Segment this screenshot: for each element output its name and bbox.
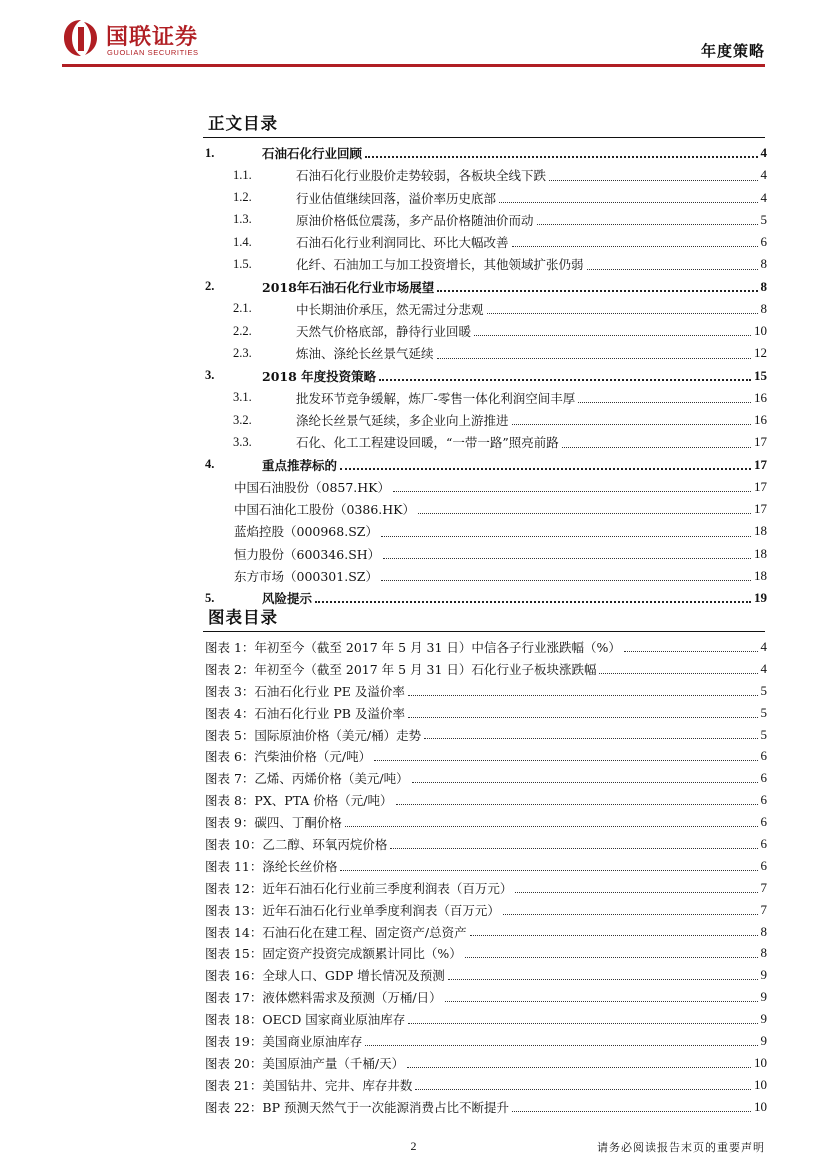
toc-entry-page: 17 [754, 478, 767, 494]
figure-entry[interactable] [203, 680, 767, 702]
figure-entry[interactable] [203, 789, 767, 811]
figure-entry-page: 10 [754, 1076, 767, 1092]
toc-entry-number: 2.2. [233, 323, 252, 338]
toc-dot-leader [562, 446, 751, 448]
toc-dot-leader [512, 245, 758, 247]
toc-entry[interactable] [203, 342, 767, 364]
toc-entry-title: 蓝焰控股（000968.SZ） [234, 524, 378, 540]
toc-dot-leader [587, 268, 758, 270]
toc-entry[interactable] [203, 520, 767, 542]
header-divider [62, 64, 765, 67]
toc-dot-leader [340, 467, 751, 470]
figure-entry-title: 图表 20：美国原油产量（千桶/天） [205, 1055, 405, 1071]
toc-dot-leader [499, 201, 757, 203]
toc-title-divider [203, 137, 765, 138]
toc-entry[interactable] [203, 498, 767, 520]
figure-entry-title: 图表 13：近年石油石化行业单季度利润表（百万元） [205, 902, 500, 918]
figure-entry-page: 6 [760, 748, 767, 764]
toc-dot-leader [474, 334, 751, 336]
figure-entry-page: 7 [760, 879, 767, 895]
figure-dot-leader [408, 694, 758, 696]
table-of-contents [203, 142, 767, 609]
toc-entry-page: 16 [754, 389, 767, 405]
toc-entry-page: 18 [754, 545, 767, 561]
figure-dot-leader [345, 825, 758, 827]
figure-entry[interactable] [203, 636, 767, 658]
toc-section-title: 正文目录 [208, 114, 278, 133]
toc-entry-title: 石油石化行业股价走势较弱，各板块全线下跌 [296, 168, 547, 184]
figure-entry-title: 图表 18：OECD 国家商业原油库存 [205, 1012, 406, 1028]
figure-entry-title: 图表 9：碳四、丁酮价格 [205, 815, 342, 831]
figure-entry-page: 7 [760, 901, 767, 917]
figure-entry[interactable] [203, 986, 767, 1008]
toc-entry[interactable] [203, 164, 767, 186]
toc-entry-page: 8 [760, 278, 767, 294]
figure-entry-page: 5 [760, 726, 767, 742]
toc-entry-number: 1.4. [233, 234, 252, 249]
figure-entry-page: 4 [760, 638, 767, 654]
figure-entry-title: 图表 16：全球人口、GDP 增长情况及预测 [205, 968, 445, 984]
toc-entry-title: 中国石油化工股份（0386.HK） [234, 502, 416, 518]
toc-entry[interactable] [203, 298, 767, 320]
toc-entry-title: 2018 年度投资策略 [262, 368, 377, 384]
toc-entry-title: 中长期油价承压，然无需过分悲观 [296, 301, 484, 317]
toc-dot-leader [578, 401, 751, 403]
figure-entry-page: 10 [754, 1054, 767, 1070]
toc-entry-title: 恒力股份（600346.SH） [234, 546, 381, 562]
toc-entry[interactable] [203, 276, 767, 298]
figure-entry-page: 9 [760, 989, 767, 1005]
toc-dot-leader [437, 357, 751, 359]
toc-entry-page: 19 [754, 590, 767, 606]
figure-entry[interactable] [203, 811, 767, 833]
toc-entry[interactable] [203, 476, 767, 498]
toc-entry-title: 2018年石油石化行业市场展望 [262, 279, 435, 295]
figure-dot-leader [412, 781, 758, 783]
figure-entry[interactable] [203, 942, 767, 964]
figure-entry[interactable] [203, 745, 767, 767]
logo-english-name: GUOLIAN SECURITIES [107, 48, 199, 57]
footer-disclaimer: 请务必阅读报告末页的重要声明 [597, 1141, 765, 1154]
toc-dot-leader [315, 600, 751, 603]
toc-dot-leader [383, 557, 751, 559]
figure-dot-leader [365, 1044, 757, 1046]
toc-entry-title: 重点推荐标的 [262, 457, 338, 473]
figure-entry-page: 6 [760, 857, 767, 873]
toc-entry-number: 1.3. [233, 212, 252, 227]
figure-entry-title: 图表 21：美国钻井、完井、库存井数 [205, 1077, 413, 1093]
figure-entry-page: 6 [760, 792, 767, 808]
toc-entry-page: 5 [760, 211, 767, 227]
toc-entry-number: 2.1. [233, 301, 252, 316]
figure-entry-page: 9 [760, 1011, 767, 1027]
figure-entry-title: 图表 1：年初至今（截至 2017 年 5 月 31 日）中信各子行业涨跌幅（%） [205, 639, 621, 655]
toc-entry-title: 炼油、涤纶长丝景气延续 [296, 346, 434, 362]
figure-entry[interactable] [203, 1008, 767, 1030]
toc-entry-number: 1.1. [233, 167, 252, 182]
figure-entry[interactable] [203, 1030, 767, 1052]
toc-entry[interactable] [203, 543, 767, 565]
figure-entry-title: 图表 8：PX、PTA 价格（元/吨） [205, 793, 393, 809]
toc-entry-page: 8 [760, 300, 767, 316]
toc-entry-title: 中国石油股份（0857.HK） [234, 479, 391, 495]
toc-entry-page: 18 [754, 523, 767, 539]
toc-dot-leader [379, 378, 751, 381]
toc-entry-page: 16 [754, 412, 767, 428]
toc-entry-title: 石油石化行业回顾 [262, 146, 363, 162]
toc-entry-page: 6 [760, 234, 767, 250]
toc-entry-page: 4 [760, 145, 767, 161]
toc-entry-page: 17 [754, 456, 767, 472]
figure-entry-page: 10 [754, 1098, 767, 1114]
figure-entry[interactable] [203, 1096, 767, 1118]
figure-dot-leader [396, 803, 758, 805]
toc-entry-number: 3. [205, 368, 215, 383]
toc-entry-number: 1.5. [233, 256, 252, 271]
toc-dot-leader [365, 155, 757, 158]
toc-entry-number: 4. [205, 457, 215, 472]
toc-entry-title: 涤纶长丝景气延续，多企业向上游推进 [296, 413, 509, 429]
toc-entry[interactable] [203, 387, 767, 409]
toc-entry[interactable] [203, 142, 767, 164]
toc-entry[interactable] [203, 365, 767, 387]
figure-dot-leader [624, 650, 758, 652]
toc-entry-page: 10 [754, 323, 767, 339]
figure-dot-leader [374, 759, 757, 761]
toc-dot-leader [393, 490, 751, 492]
toc-entry[interactable] [203, 565, 767, 587]
figure-entry-title: 图表 15：固定资产投资完成额累计同比（%） [205, 946, 462, 962]
figure-entry-page: 5 [760, 704, 767, 720]
figure-dot-leader [407, 1066, 751, 1068]
toc-entry-title: 行业估值继续回落，溢价率历史底部 [296, 190, 497, 206]
toc-dot-leader [381, 579, 751, 581]
figure-dot-leader [599, 672, 757, 674]
toc-dot-leader [549, 179, 757, 181]
figure-dot-leader [424, 737, 757, 739]
toc-entry-page: 4 [760, 167, 767, 183]
figure-entry-page: 4 [760, 660, 767, 676]
toc-entry[interactable] [203, 409, 767, 431]
toc-entry-title: 化纤、石油加工与加工投资增长，其他领域扩张仍弱 [296, 257, 584, 273]
figure-dot-leader [470, 934, 758, 936]
toc-entry[interactable] [203, 231, 767, 253]
toc-entry-number: 1. [205, 145, 215, 160]
toc-dot-leader [437, 289, 757, 292]
figures-title-divider [203, 631, 765, 632]
figure-dot-leader [415, 1088, 751, 1090]
toc-entry[interactable] [203, 187, 767, 209]
figure-entry-title: 图表 7：乙烯、丙烯价格（美元/吨） [205, 771, 409, 787]
page-header [0, 0, 827, 70]
toc-entry-page: 18 [754, 567, 767, 583]
toc-entry-title: 批发环节竞争缓解，炼厂-零售一体化利润空间丰厚 [296, 390, 576, 406]
toc-entry-number: 3.3. [233, 434, 252, 449]
figure-entry-title: 图表 22：BP 预测天然气于一次能源消费占比不断提升 [205, 1099, 509, 1115]
figure-entry-page: 8 [760, 945, 767, 961]
figure-entry[interactable] [203, 1052, 767, 1074]
toc-entry-page: 12 [754, 345, 767, 361]
toc-entry-number: 2. [205, 279, 215, 294]
guolian-logo-icon [62, 18, 100, 58]
toc-dot-leader [381, 535, 751, 537]
figure-entry-page: 6 [760, 835, 767, 851]
toc-entry[interactable] [203, 253, 767, 275]
figure-dot-leader [465, 956, 758, 958]
figure-entry[interactable] [203, 702, 767, 724]
figure-entry-page: 6 [760, 814, 767, 830]
toc-entry-title: 石化、化工工程建设回暖，“一带一路”照亮前路 [296, 435, 559, 451]
figure-entry[interactable] [203, 833, 767, 855]
figure-entry[interactable] [203, 899, 767, 921]
figure-entry-page: 9 [760, 1032, 767, 1048]
figure-entry-title: 图表 12：近年石油石化行业前三季度利润表（百万元） [205, 880, 513, 896]
toc-entry-title: 东方市场（000301.SZ） [234, 568, 378, 584]
figure-entry-title: 图表 5：国际原油价格（美元/桶）走势 [205, 727, 422, 743]
toc-entry-number: 3.1. [233, 390, 252, 405]
toc-dot-leader [487, 312, 758, 314]
figure-list [203, 636, 767, 1118]
figure-dot-leader [408, 1022, 757, 1024]
toc-entry[interactable] [203, 209, 767, 231]
toc-entry[interactable] [203, 320, 767, 342]
toc-entry-number: 3.2. [233, 412, 252, 427]
figure-dot-leader [448, 978, 758, 980]
toc-entry[interactable] [203, 431, 767, 453]
figure-entry-title: 图表 3：石油石化行业 PE 及溢价率 [205, 683, 405, 699]
figure-entry[interactable] [203, 1074, 767, 1096]
figure-entry-title: 图表 10：乙二醇、环氧丙烷价格 [205, 836, 388, 852]
toc-entry-page: 15 [754, 367, 767, 383]
page-number: 2 [410, 1139, 417, 1153]
figure-entry-page: 6 [760, 770, 767, 786]
document-type-label: 年度策略 [700, 42, 765, 60]
figure-entry[interactable] [203, 921, 767, 943]
figure-entry-title: 图表 2：年初至今（截至 2017 年 5 月 31 日）石化行业子板块涨跌幅 [205, 661, 597, 677]
figure-entry-page: 9 [760, 967, 767, 983]
figure-entry-page: 8 [760, 923, 767, 939]
toc-dot-leader [537, 223, 758, 225]
figure-dot-leader [390, 847, 757, 849]
toc-entry-page: 17 [754, 501, 767, 517]
toc-entry-page: 17 [754, 434, 767, 450]
figure-entry[interactable] [203, 658, 767, 680]
figure-entry[interactable] [203, 877, 767, 899]
figure-dot-leader [340, 869, 757, 871]
figure-entry[interactable] [203, 855, 767, 877]
toc-entry-number: 5. [205, 590, 215, 605]
toc-entry[interactable] [203, 587, 767, 609]
toc-entry-page: 4 [760, 189, 767, 205]
figure-entry-title: 图表 17：液体燃料需求及预测（万桶/日） [205, 990, 442, 1006]
figure-dot-leader [512, 1110, 751, 1112]
toc-entry-title: 风险提示 [262, 591, 313, 607]
figure-entry-title: 图表 14：石油石化在建工程、固定资产/总资产 [205, 924, 467, 940]
toc-entry-number: 1.2. [233, 190, 252, 205]
toc-entry-title: 石油石化行业利润同比、环比大幅改善 [296, 235, 509, 251]
figure-entry-title: 图表 11：涤纶长丝价格 [205, 858, 338, 874]
figures-section-title: 图表目录 [208, 608, 278, 627]
figure-entry-title: 图表 19：美国商业原油库存 [205, 1033, 363, 1049]
figure-entry[interactable] [203, 724, 767, 746]
figure-dot-leader [503, 913, 758, 915]
toc-entry[interactable] [203, 454, 767, 476]
figure-dot-leader [515, 891, 757, 893]
toc-dot-leader [418, 512, 751, 514]
figure-dot-leader [445, 1000, 758, 1002]
figure-entry-title: 图表 6：汽柴油价格（元/吨） [205, 749, 372, 765]
toc-entry-title: 天然气价格底部，静待行业回暖 [296, 324, 472, 340]
figure-dot-leader [408, 716, 758, 718]
company-logo [62, 18, 222, 60]
logo-chinese-name: 国联证券 [106, 25, 199, 50]
toc-entry-number: 2.3. [233, 345, 252, 360]
figure-entry[interactable] [203, 767, 767, 789]
toc-entry-page: 8 [760, 256, 767, 272]
toc-dot-leader [512, 423, 751, 425]
figure-entry[interactable] [203, 964, 767, 986]
figure-entry-title: 图表 4：石油石化行业 PB 及溢价率 [205, 705, 405, 721]
figure-entry-page: 5 [760, 682, 767, 698]
toc-entry-title: 原油价格低位震荡，多产品价格随油价而动 [296, 212, 534, 228]
